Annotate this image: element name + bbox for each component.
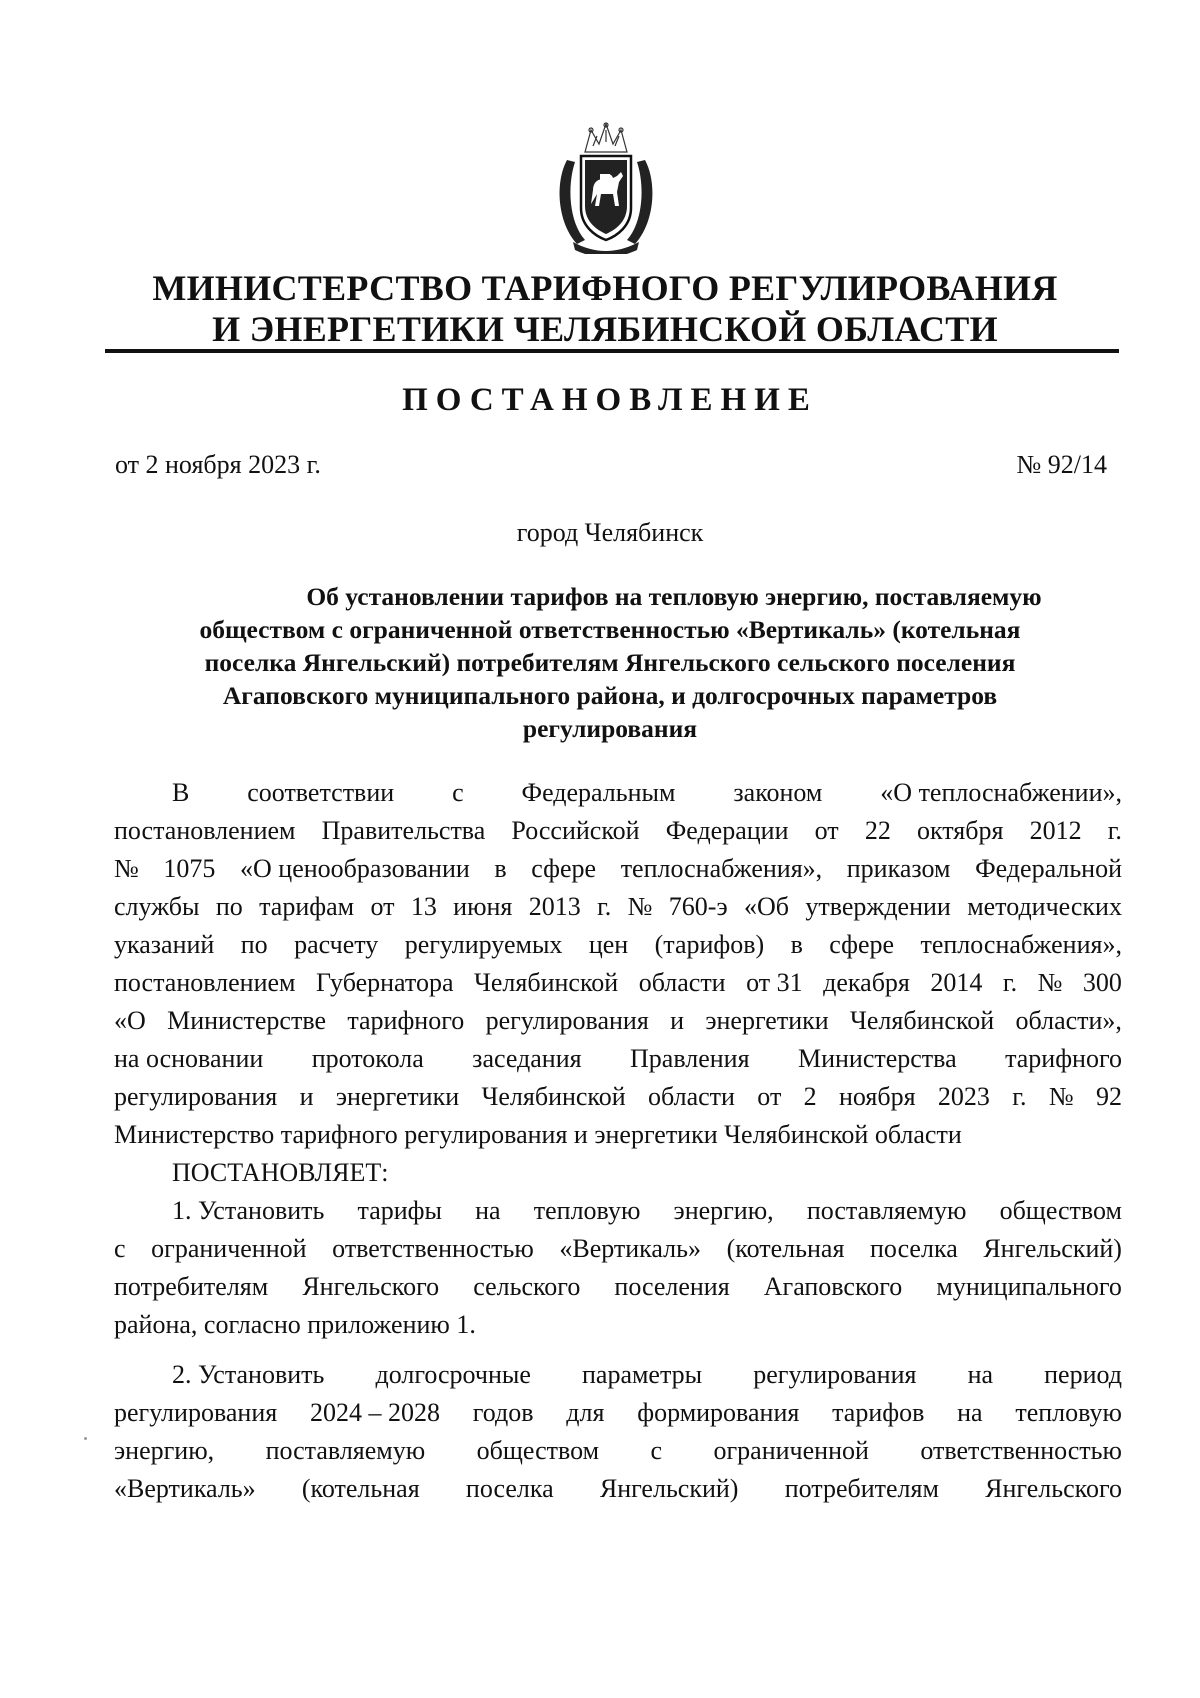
- body-word: ограниченной: [713, 1436, 869, 1465]
- body-word: протокола: [311, 1044, 424, 1073]
- body-word: декабря: [823, 968, 910, 997]
- body-word: 2023: [937, 1082, 990, 1111]
- body-word: период: [1044, 1360, 1122, 1389]
- decree-word-text: ПОСТАНОВЛЯЕТ:: [172, 1158, 389, 1187]
- body-word: г.: [1002, 968, 1018, 997]
- body-word: заседания: [472, 1044, 582, 1073]
- body-word: тарифного: [347, 1006, 465, 1035]
- body-word: тепловую: [533, 1196, 641, 1225]
- body-word: постановлением: [114, 816, 296, 845]
- body-word: Янгельского: [302, 1272, 440, 1301]
- body-word: «Вертикаль»: [114, 1474, 256, 1503]
- body-word: поселка: [465, 1474, 554, 1503]
- body-word: 2: [803, 1082, 817, 1111]
- header-divider: [105, 349, 1119, 353]
- ministry-name-line-2: И ЭНЕРГЕТИКИ ЧЕЛЯБИНСКОЙ ОБЛАСТИ: [212, 309, 998, 349]
- body-word: Янгельский): [983, 1234, 1122, 1263]
- body-word: поселения: [614, 1272, 730, 1301]
- title-line: обществом с ограниченной ответственностью «Вертикаль» (котельная: [199, 615, 1021, 644]
- body-line: [114, 1002, 1122, 1040]
- body-word: с: [650, 1436, 663, 1465]
- body-word: регулирования: [114, 1398, 278, 1427]
- body-word: регулирования: [114, 1082, 278, 1111]
- body-line: [114, 1230, 1122, 1268]
- body-word: на основании: [114, 1044, 264, 1073]
- ministry-name-line-1: МИНИСТЕРСТВО ТАРИФНОГО РЕГУЛИРОВАНИЯ: [152, 268, 1058, 308]
- body-word: 2013: [528, 892, 581, 921]
- scan-speck: [84, 1437, 87, 1440]
- body-word: энергию,: [673, 1196, 774, 1225]
- body-word: ответственностью: [332, 1234, 534, 1263]
- body-word: 760-э: [668, 892, 728, 921]
- body-word: годов: [472, 1398, 534, 1427]
- body-line: [114, 1268, 1122, 1306]
- body-word: службы: [114, 892, 200, 921]
- body-word: 2024 – 2028: [309, 1398, 440, 1427]
- body-word: «О ценообразовании: [240, 854, 470, 883]
- document-city: город Челябинск: [516, 518, 704, 547]
- body-word: г.: [597, 892, 612, 921]
- body-word: области: [648, 1082, 735, 1111]
- body-word: г.: [1012, 1082, 1027, 1111]
- body-word: 1075: [163, 854, 216, 883]
- body-word: и: [299, 1082, 314, 1111]
- body-word: для: [566, 1398, 605, 1427]
- body-word: сфере: [531, 854, 597, 883]
- body-word: сельского: [473, 1272, 581, 1301]
- body-line-text: района, согласно приложению 1.: [114, 1310, 476, 1339]
- body-word: приказом: [846, 854, 951, 883]
- body-line: [114, 888, 1122, 926]
- body-line: [114, 1192, 1122, 1230]
- body-line: [114, 1116, 1122, 1154]
- body-word: ограниченной: [151, 1234, 307, 1263]
- body-word: теплоснабжения»,: [920, 930, 1122, 959]
- body-word: Янгельского: [985, 1474, 1122, 1503]
- body-word: 92: [1096, 1082, 1122, 1111]
- body-word: формирования: [637, 1398, 800, 1427]
- body-word: долгосрочные: [375, 1360, 531, 1389]
- body-word: Федерации: [665, 816, 789, 845]
- body-word: Челябинской: [481, 1082, 626, 1111]
- body-line: [114, 774, 1122, 812]
- body-line: [114, 1394, 1122, 1432]
- body-word: «Об: [743, 892, 789, 921]
- ministry-name: [110, 268, 1100, 350]
- body-word: 22: [864, 816, 891, 845]
- body-line: [114, 1306, 1122, 1344]
- body-word: «О теплоснабжении»,: [880, 778, 1122, 807]
- body-word: 2. Установить: [172, 1360, 325, 1389]
- body-word: цен: [588, 930, 629, 959]
- body-word: №: [114, 854, 139, 883]
- body-word: Правления: [630, 1044, 750, 1073]
- body-word: с: [452, 778, 464, 807]
- document-type: ПОСТАНОВЛЕНИЕ: [402, 382, 818, 418]
- body-word: с: [114, 1234, 126, 1263]
- body-word: июня: [453, 892, 513, 921]
- body-word: методических: [967, 892, 1122, 921]
- body-word: энергетики: [335, 1082, 460, 1111]
- body-line: [114, 1356, 1122, 1394]
- body-word: №: [627, 892, 653, 921]
- body-word: параметры: [581, 1360, 703, 1389]
- body-word: на: [475, 1196, 501, 1225]
- body-word: тарифов: [832, 1398, 925, 1427]
- title-line: регулирования: [522, 714, 698, 743]
- body-word: муниципального: [936, 1272, 1122, 1301]
- body-word: от: [757, 1082, 782, 1111]
- body-word: тарифного: [1005, 1044, 1122, 1073]
- body-word: 13: [410, 892, 437, 921]
- body-word: энергию,: [114, 1436, 215, 1465]
- body-word: в: [790, 930, 803, 959]
- title-line: поселка Янгельский) потребителям Янгельского сельского поселения: [204, 648, 1016, 677]
- body-word: по: [215, 892, 243, 921]
- body-word: области: [638, 968, 726, 997]
- body-word: (котельная: [301, 1474, 420, 1503]
- document-number: № 92/14: [1016, 450, 1107, 479]
- body-word: регулируемых: [404, 930, 563, 959]
- body-line: [114, 926, 1122, 964]
- body-word: области»,: [1015, 1006, 1122, 1035]
- body-word: законом: [733, 778, 823, 807]
- body-word: Министерстве: [167, 1006, 326, 1035]
- body-word: утверждении: [805, 892, 951, 921]
- body-word: Министерства: [797, 1044, 957, 1073]
- body-word: потребителям: [114, 1272, 269, 1301]
- body-word: 1. Установить: [172, 1196, 325, 1225]
- body-word: от 31: [746, 968, 803, 997]
- decree-word: [114, 1154, 1122, 1192]
- body-line: [114, 964, 1122, 1002]
- body-word: Челябинской: [473, 968, 619, 997]
- body-word: на: [957, 1398, 983, 1427]
- body-word: Челябинской: [849, 1006, 995, 1035]
- body-word: энергетики: [705, 1006, 829, 1035]
- body-line: [114, 812, 1122, 850]
- document-body: [114, 774, 1122, 1508]
- body-word: «О: [114, 1006, 146, 1035]
- body-word: ответственностью: [920, 1436, 1122, 1465]
- coat-of-arms-icon: [555, 122, 657, 254]
- body-word: Федеральным: [521, 778, 676, 807]
- title-line: Об установлении тарифов на тепловую энергию, поставляемую: [306, 582, 1042, 611]
- body-word: расчету: [294, 930, 379, 959]
- body-word: в: [494, 854, 507, 883]
- body-word: Российской: [511, 816, 640, 845]
- body-word: (котельная: [726, 1234, 845, 1263]
- body-word: №: [1037, 968, 1063, 997]
- title-line: Агаповского муниципального района, и долгосрочных параметров: [222, 681, 998, 710]
- body-word: и: [670, 1006, 685, 1035]
- body-word: ноября: [839, 1082, 916, 1111]
- body-line-text: Министерство тарифного регулирования и энергетики Челябинской области: [114, 1120, 962, 1149]
- body-word: Янгельский): [599, 1474, 739, 1503]
- body-word: поселка: [870, 1234, 958, 1263]
- body-word: от: [814, 816, 839, 845]
- body-word: от: [370, 892, 395, 921]
- body-word: постановлением: [114, 968, 296, 997]
- body-word: тепловую: [1015, 1398, 1122, 1427]
- body-line: [114, 1432, 1122, 1470]
- body-word: 2014: [930, 968, 983, 997]
- body-word: регулирования: [753, 1360, 917, 1389]
- body-word: поставляемую: [265, 1436, 426, 1465]
- body-word: В: [172, 778, 190, 807]
- body-word: г.: [1107, 816, 1122, 845]
- body-word: по: [240, 930, 268, 959]
- document-title: [110, 580, 1110, 745]
- body-word: регулирования: [485, 1006, 649, 1035]
- body-word: 2012: [1029, 816, 1082, 845]
- body-word: потребителям: [784, 1474, 939, 1503]
- body-word: «Вертикаль»: [559, 1234, 702, 1263]
- body-word: тарифы: [357, 1196, 442, 1225]
- body-word: (тарифов): [654, 930, 765, 959]
- body-word: №: [1048, 1082, 1074, 1111]
- body-line: [114, 850, 1122, 888]
- body-word: обществом: [999, 1196, 1122, 1225]
- body-word: тарифам: [259, 892, 355, 921]
- body-word: теплоснабжения»,: [620, 854, 823, 883]
- document-date: от 2 ноября 2023 г.: [115, 450, 321, 479]
- body-word: сфере: [829, 930, 895, 959]
- body-word: Федеральной: [975, 854, 1122, 883]
- body-word: Губернатора: [316, 968, 454, 997]
- body-word: обществом: [476, 1436, 600, 1465]
- body-line: [114, 1470, 1122, 1508]
- body-word: 300: [1082, 968, 1122, 997]
- body-word: октября: [916, 816, 1004, 845]
- body-line: [114, 1078, 1122, 1116]
- body-word: Правительства: [321, 816, 486, 845]
- body-line: [114, 1040, 1122, 1078]
- body-word: поставляемую: [806, 1196, 967, 1225]
- body-word: соответствии: [247, 778, 395, 807]
- body-word: на: [967, 1360, 994, 1389]
- body-word: указаний: [114, 930, 215, 959]
- body-word: Агаповского: [763, 1272, 903, 1301]
